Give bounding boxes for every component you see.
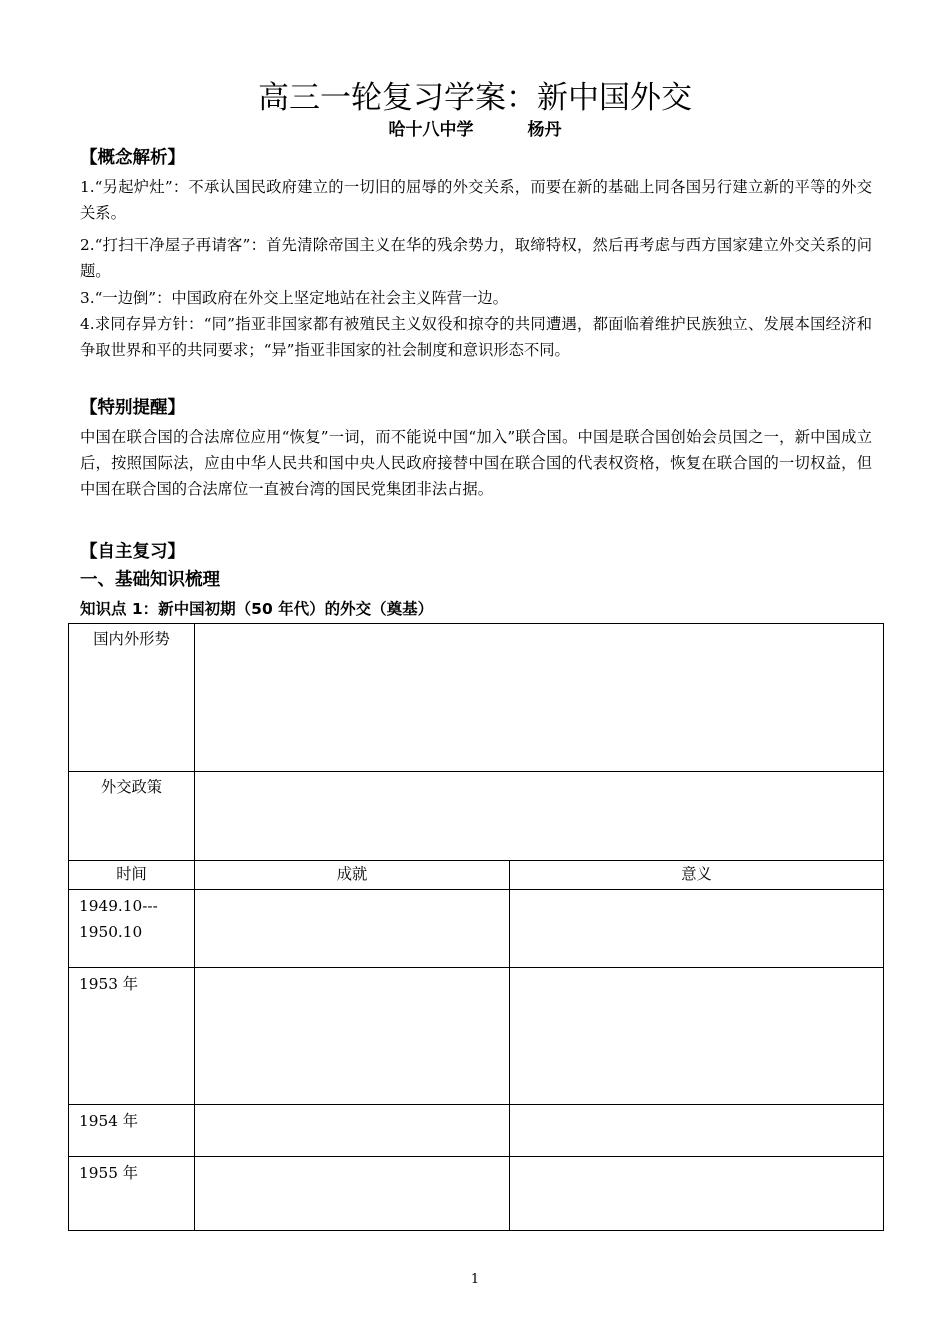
time-cell: 1953 年 [69,968,195,1105]
meaning-cell[interactable] [510,1157,884,1231]
document-title: 高三一轮复习学案：新中国外交 [258,80,692,116]
concept-item-1: 1.“另起炉灶”：不承认国民政府建立的一切旧的屈辱的外交关系，而要在新的基础上同各国另行建立新的平等的外交关系。 [80,178,872,222]
meaning-cell[interactable] [510,890,884,968]
reminder-text: 中国在联合国的合法席位应用“恢复”一词，而不能说中国“加入”联合国。中国是联合国创始会员国之一，新中国成立后，按照国际法，应由中华人民共和国中央人民政府接替中国在联合国的代表权资格，恢复在联合国的一切权益，但中国在联合国的合法席位一直被台湾的国民党集团非法占据。 [80,428,872,498]
achievement-cell[interactable] [195,968,510,1105]
table-header-row [69,861,884,890]
review-heading: 【自主复习】 [80,542,185,562]
table-row-policy [69,772,884,861]
situation-answer-cell[interactable] [195,624,884,772]
header-time: 时间 [69,861,195,890]
school-name: 哈十八中学 [388,120,474,140]
time-cell: 1954 年 [69,1105,195,1157]
situation-label: 国内外形势 [69,624,195,772]
header-meaning: 意义 [510,861,884,890]
table-row [69,968,884,1105]
time-cell: 1949.10--- 1950.10 [69,890,195,968]
header-achievement: 成就 [195,861,510,890]
concept-item-4: 4.求同存异方针：“同”指亚非国家都有被殖民主义奴役和掠夺的共同遭遇，都面临着维护民族独立、发展本国经济和争取世界和平的共同要求；“异”指亚非国家的社会制度和意识形态不同。 [80,315,872,359]
knowledge-point-1-title: 知识点 1：新中国初期（50 年代）的外交（奠基） [80,600,434,618]
policy-label: 外交政策 [69,772,195,861]
concepts-heading: 【概念解析】 [80,148,185,168]
review-table [68,623,884,1231]
achievement-cell[interactable] [195,1105,510,1157]
review-subheading: 一、基础知识梳理 [80,570,220,590]
reminder-heading: 【特别提醒】 [80,398,185,418]
achievement-cell[interactable] [195,890,510,968]
table-row [69,1105,884,1157]
author-name: 杨丹 [527,120,562,140]
policy-answer-cell[interactable] [195,772,884,861]
page-number: 1 [470,1272,480,1287]
table-row [69,1157,884,1231]
achievement-cell[interactable] [195,1157,510,1231]
table-row [69,890,884,968]
concept-item-2: 2.“打扫干净屋子再请客”：首先清除帝国主义在华的残余势力，取缔特权，然后再考虑与西方国家建立外交关系的问题。 [80,236,872,280]
meaning-cell[interactable] [510,1105,884,1157]
concept-item-3: 3.“一边倒”：中国政府在外交上坚定地站在社会主义阵营一边。 [80,289,508,307]
document-byline [0,119,950,141]
meaning-cell[interactable] [510,968,884,1105]
time-cell: 1955 年 [69,1157,195,1231]
table-row-situation [69,624,884,772]
